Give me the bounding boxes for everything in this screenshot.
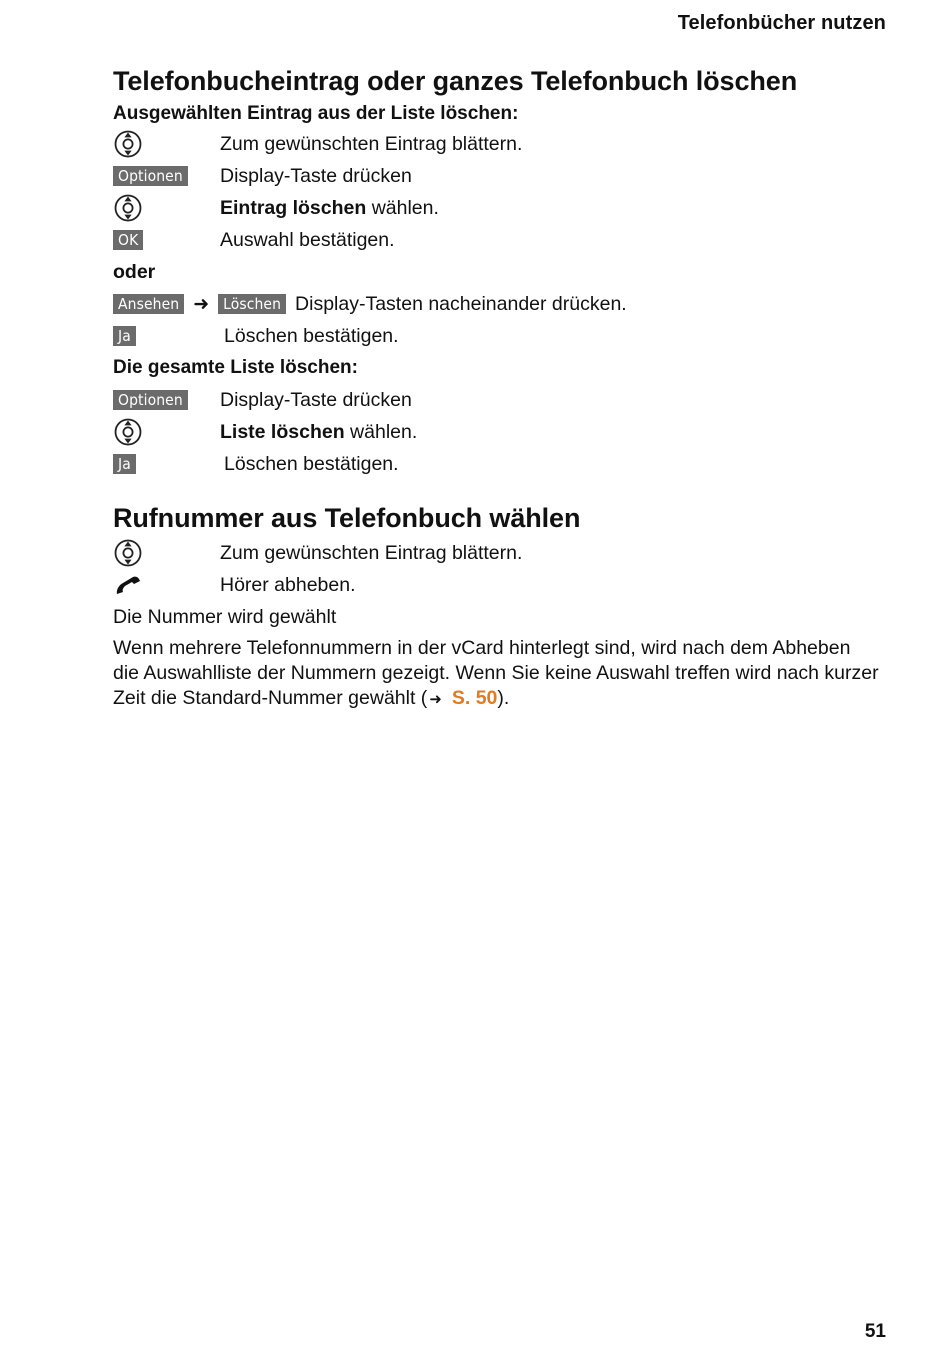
step-text: Zum gewünschten Eintrag blättern. — [220, 132, 523, 155]
softkey-ok: OK — [113, 230, 143, 250]
navigation-key-icon — [113, 417, 143, 447]
handset-offhook-icon — [113, 573, 143, 597]
or-label: oder — [113, 261, 156, 283]
softkey-optionen: Optionen — [113, 390, 188, 410]
step-select-delete-entry: Eintrag löschen wählen. — [113, 192, 888, 224]
arrow-right-icon: ➜ — [429, 691, 442, 708]
page-reference-link[interactable]: S. 50 — [451, 687, 498, 709]
softkey-ja: Ja — [113, 454, 136, 474]
step-scroll-dial — [113, 537, 888, 569]
softkey-ansehen: Ansehen — [113, 294, 184, 314]
step-text: Löschen bestätigen. — [224, 452, 399, 475]
navigation-key-icon — [113, 193, 143, 223]
navigation-key-icon — [113, 538, 143, 568]
step-options-all — [113, 384, 888, 416]
subtitle-delete-single: Ausgewählten Eintrag aus der Liste löschen: — [113, 103, 519, 124]
step-text: Löschen bestätigen. — [224, 324, 399, 347]
step-confirm-ok — [113, 224, 888, 256]
softkey-loeschen: Löschen — [218, 294, 286, 314]
page-content — [113, 62, 888, 712]
step-confirm-yes — [113, 320, 888, 352]
page-number: 51 — [864, 1321, 886, 1342]
dial-note: Die Nummer wird gewählt — [113, 606, 337, 628]
step-lift-handset — [113, 569, 888, 601]
menu-item-name: Eintrag löschen — [220, 196, 367, 219]
vcard-paragraph: Wenn mehrere Telefonnummern in der vCard hinterlegt sind, wird nach dem Abheben die Auswahlliste der Nummern gezeigt. Wenn Sie keine Auswahl treffen wird nach kurzer Zeit die Standard-Nummer gewählt ( ➜ S. 50). — [113, 637, 879, 709]
softkey-optionen: Optionen — [113, 166, 188, 186]
section-title-dial: Rufnummer aus Telefonbuch wählen — [113, 503, 581, 533]
step-text: Display-Taste drücken — [220, 388, 412, 411]
step-confirm-yes-all — [113, 448, 888, 480]
navigation-key-icon — [113, 129, 143, 159]
step-text: Display-Taste drücken — [220, 164, 412, 187]
step-text: Display-Tasten nacheinander drücken. — [295, 292, 627, 315]
step-select-delete-list: Liste löschen wählen. — [113, 416, 888, 448]
step-text: Auswahl bestätigen. — [220, 228, 395, 251]
step-text: Hörer abheben. — [220, 573, 356, 596]
step-view-delete — [113, 288, 888, 320]
menu-item-name: Liste löschen — [220, 420, 345, 443]
section-title-delete: Telefonbucheintrag oder ganzes Telefonbuch löschen — [113, 66, 798, 96]
running-header: Telefonbücher nutzen — [677, 12, 886, 34]
subtitle-delete-all: Die gesamte Liste löschen: — [113, 357, 358, 378]
arrow-right-icon: ➜ — [193, 293, 210, 315]
softkey-ja: Ja — [113, 326, 136, 346]
step-text: Zum gewünschten Eintrag blättern. — [220, 541, 523, 564]
step-scroll — [113, 128, 888, 160]
step-options — [113, 160, 888, 192]
